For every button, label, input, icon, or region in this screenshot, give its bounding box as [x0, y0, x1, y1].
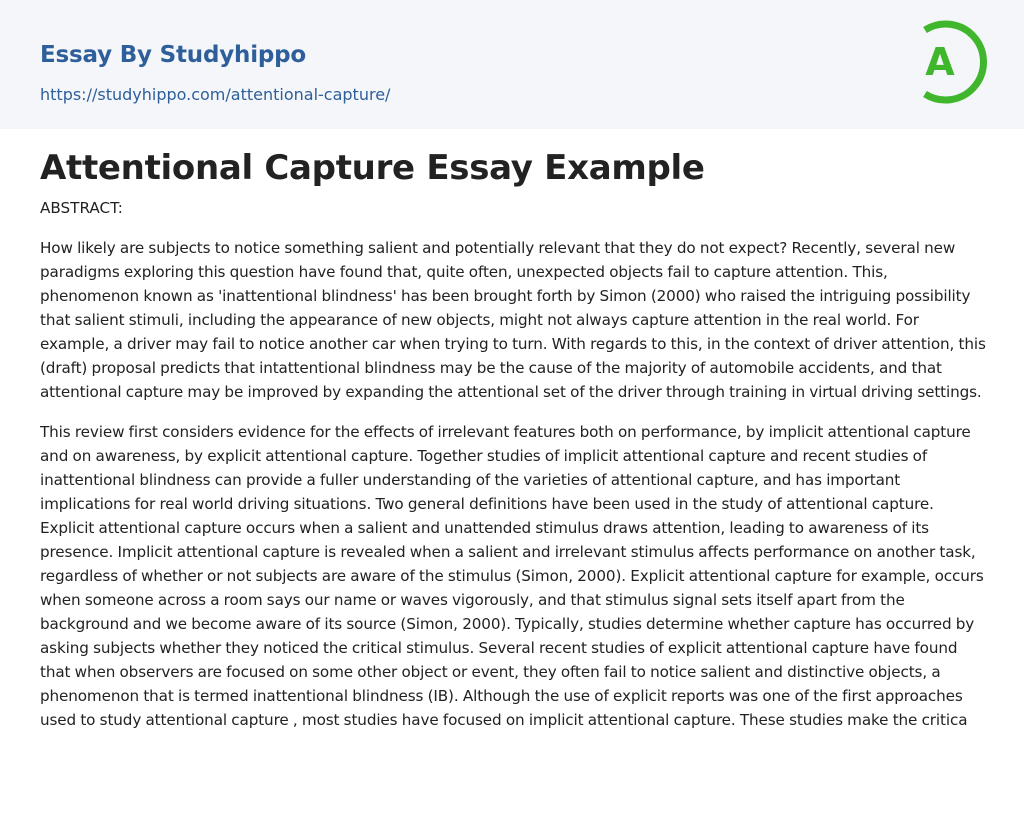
page-title: Attentional Capture Essay Example: [40, 148, 705, 188]
paragraph-2: This review first considers evidence for the effects of irrelevant features both on performance, by implicit attentional capture and on awareness, by explicit attentional capture. Together studies of implicit attentional capture and recent studies of inattentional blindness can provide a fuller understanding of the varieties of attentional capture, and has important implications for real world driving situations. Two general definitions have been used in the study of attentional capture. Explicit attentional capture occurs when a salient and unattended stimulus draws attention, leading to awareness of its presence. Implicit attentional capture is revealed when a salient and irrelevant stimulus affects performance on another task, regardless of whether or not subjects are aware of the stimulus (Simon, 2000). Explicit attentional capture for example, occurs when someone across a room says our name or waves vigorously, and that stimulus signal sets itself apart from the background and we become aware of its source (Simon, 2000). Typically, studies determine whether capture has occurred by asking subjects whether they noticed the critical stimulus. Several recent studies of explicit attentional capture have found that when observers are focused on some other object or event, they often fail to notice salient and distinctive objects, a phenomenon that is termed inattentional blindness (IB). Although the use of explicit reports was one of the first approaches used to study attentional capture , most studies have focused on implicit attentional capture. These studies make the critica: [40, 423, 984, 729]
site-brand[interactable]: Essay By Studyhippo: [40, 42, 307, 68]
page-url-link[interactable]: https://studyhippo.com/attentional-capture/: [40, 85, 391, 104]
paragraph-1: How likely are subjects to notice something salient and potentially relevant that they do not expect? Recently, several new paradigms exploring this question have found that, quite often, unexpected objects fail to capture attention. This, phenomenon known as 'inattentional blindness' has been brought forth by Simon (2000) who raised the intriguing possibility that salient stimuli, including the appearance of new objects, might not always capture attention in the real world. For example, a driver may fail to notice another car when trying to turn. With regards to this, in the context of driver attention, this (draft) proposal predicts that intattentional blindness may be the cause of the majority of automobile accidents, and that attentional capture may be improved by expanding the attentional set of the driver through training in virtual driving settings.: [40, 239, 986, 401]
site-header: [0, 0, 1024, 129]
article: [40, 129, 988, 756]
svg-text:A: A: [925, 40, 955, 84]
abstract-label: ABSTRACT:: [40, 199, 123, 217]
studyhippo-logo-icon[interactable]: [908, 18, 988, 106]
